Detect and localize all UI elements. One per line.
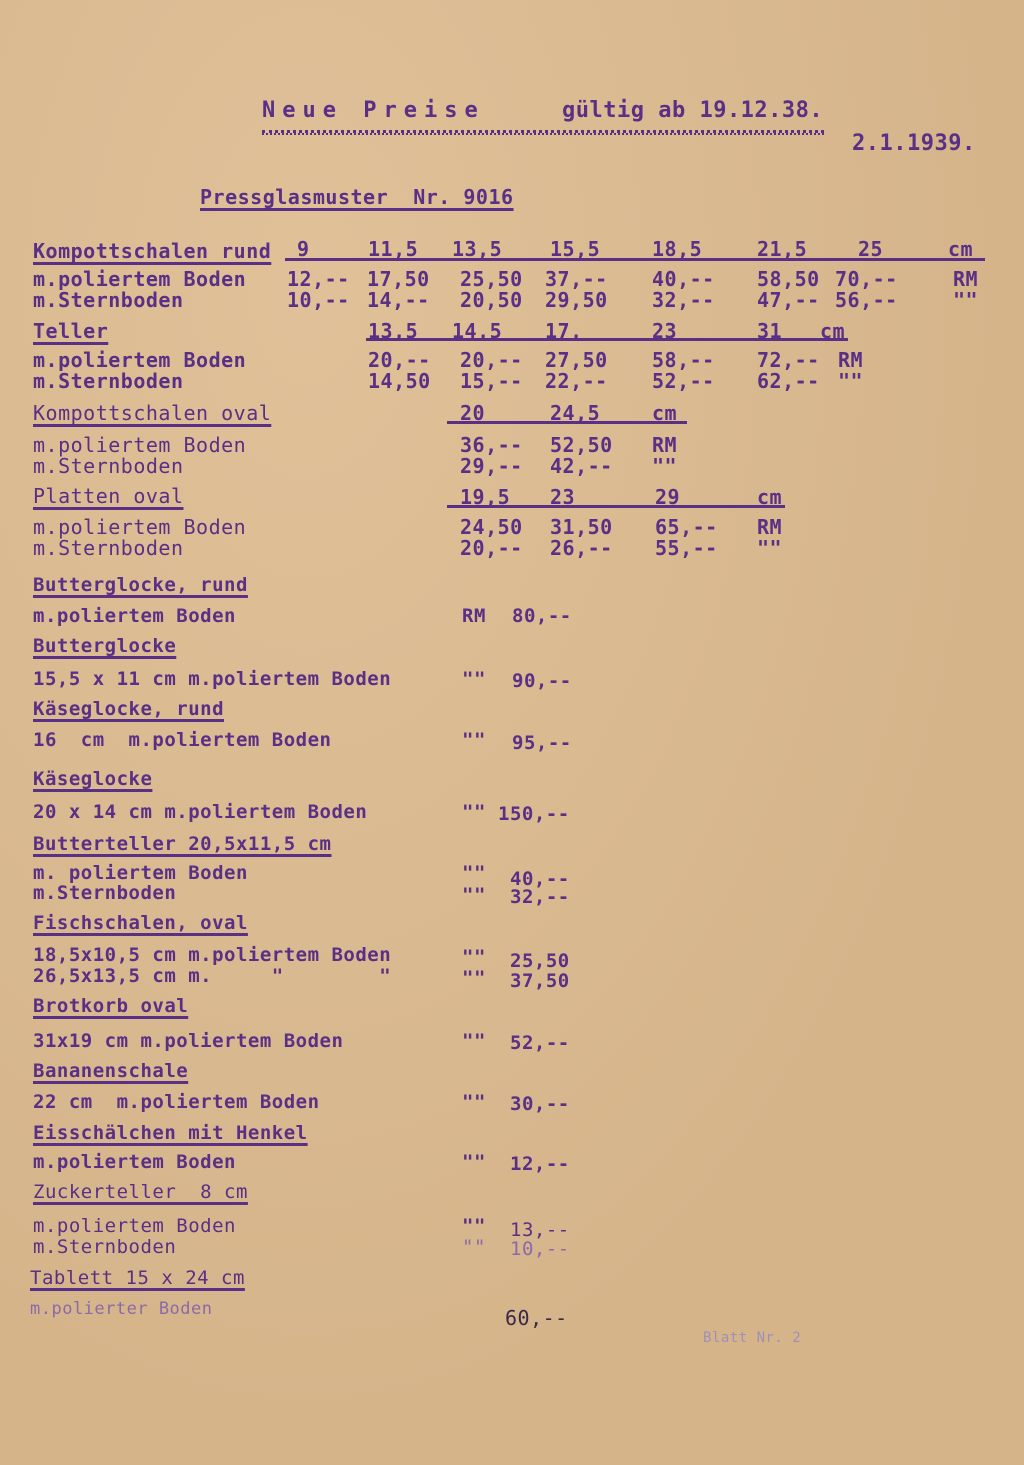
- document-title: Neue Preise: [262, 98, 485, 123]
- currency-label: "": [462, 1151, 486, 1173]
- size-cell: 19,5: [460, 485, 511, 509]
- price-cell: 31,50: [550, 515, 613, 539]
- price-cell: 15,--: [460, 369, 523, 393]
- size-cell: 25: [858, 237, 884, 261]
- price-cell: 95,--: [512, 732, 572, 754]
- price-cell: 37,50: [510, 970, 570, 992]
- item-title: Käseglocke: [33, 768, 153, 790]
- currency-label: "": [462, 801, 486, 823]
- item-label: m.poliertem Boden: [33, 1215, 236, 1237]
- currency-label: "": [462, 862, 486, 884]
- item-label: m.polierter Boden: [30, 1299, 213, 1319]
- item-label: 26,5x13,5 cm m. " ": [33, 965, 392, 987]
- unit-label: cm: [757, 485, 783, 509]
- row-label: m.Sternboden: [33, 454, 184, 478]
- price-cell: 60,--: [505, 1306, 568, 1330]
- size-cell: 23: [652, 319, 678, 343]
- row-label: m.poliertem Boden: [33, 515, 247, 539]
- item-label: m. poliertem Boden: [33, 862, 248, 884]
- item-label: 31x19 cm m.poliertem Boden: [33, 1030, 344, 1052]
- row-label: m.Sternboden: [33, 536, 184, 560]
- price-cell: 70,--: [835, 267, 898, 291]
- price-cell: 90,--: [512, 670, 572, 692]
- size-cell: 23: [550, 485, 576, 509]
- price-cell: 14,50: [368, 369, 431, 393]
- unit-label: cm: [820, 319, 846, 343]
- price-cell: 12,--: [287, 267, 350, 291]
- price-cell: 10,--: [510, 1238, 570, 1260]
- price-cell: 58,50: [757, 267, 820, 291]
- price-cell: 80,--: [512, 605, 572, 627]
- item-title: Brotkorb oval: [33, 995, 189, 1017]
- item-title: Käseglocke, rund: [33, 698, 225, 720]
- item-title: Tablett 15 x 24 cm: [30, 1267, 245, 1289]
- currency-label: "": [462, 884, 486, 906]
- price-cell: 65,--: [655, 515, 718, 539]
- size-cell: 20: [460, 401, 486, 425]
- item-title: Zuckerteller 8 cm: [33, 1181, 248, 1203]
- document-date: 2.1.1939.: [852, 131, 976, 156]
- section-title: Kompottschalen oval: [33, 401, 272, 425]
- price-cell: 40,--: [510, 868, 570, 890]
- currency-label: "": [462, 1030, 486, 1052]
- item-label: m.poliertem Boden: [33, 605, 236, 627]
- price-cell: 25,50: [460, 267, 523, 291]
- valid-from: gültig ab 19.12.38.: [562, 98, 824, 123]
- size-cell: 29: [655, 485, 681, 509]
- price-cell: 29,50: [545, 288, 608, 312]
- price-cell: 55,--: [655, 536, 718, 560]
- size-cell: 13,5: [368, 319, 419, 343]
- section-title: Platten oval: [33, 484, 184, 508]
- currency-label: "": [462, 967, 486, 989]
- price-cell: 29,--: [460, 454, 523, 478]
- price-cell: 150,--: [498, 803, 570, 825]
- size-cell: 13,5: [452, 237, 503, 261]
- price-cell: 32,--: [652, 288, 715, 312]
- price-cell: 24,50: [460, 515, 523, 539]
- price-cell: 56,--: [835, 288, 898, 312]
- item-title: Butterglocke: [33, 635, 177, 657]
- currency-label: "": [462, 1215, 486, 1237]
- item-title: Eisschälchen mit Henkel: [33, 1122, 308, 1144]
- size-cell: 31: [757, 319, 783, 343]
- unit-label: cm: [652, 401, 678, 425]
- section-title: Kompottschalen rund: [33, 239, 272, 263]
- price-cell: 22,--: [545, 369, 608, 393]
- currency-label: "": [953, 288, 979, 312]
- size-cell: 17,: [545, 319, 583, 343]
- subtitle: Pressglasmuster Nr. 9016: [200, 185, 514, 209]
- page-note: Blatt Nr. 2: [703, 1330, 802, 1346]
- row-label: m.poliertem Boden: [33, 433, 247, 457]
- price-cell: 36,--: [460, 433, 523, 457]
- item-label: 22 cm m.poliertem Boden: [33, 1091, 320, 1113]
- section-title: Teller: [33, 319, 109, 343]
- size-cell: 21,5: [757, 237, 808, 261]
- currency-label: RM: [652, 433, 678, 457]
- price-cell: 52,50: [550, 433, 613, 457]
- size-cell: 11,5: [368, 237, 419, 261]
- price-cell: 52,--: [652, 369, 715, 393]
- size-cell: 14,5: [452, 319, 503, 343]
- item-label: 16 cm m.poliertem Boden: [33, 729, 332, 751]
- item-title: Bananenschale: [33, 1060, 189, 1082]
- price-cell: 20,--: [460, 348, 523, 372]
- currency-label: RM: [953, 267, 979, 291]
- price-cell: 13,--: [510, 1219, 570, 1241]
- price-cell: 62,--: [757, 369, 820, 393]
- price-cell: 17,50: [367, 267, 430, 291]
- item-title: Butterglocke, rund: [33, 574, 248, 596]
- currency-label: "": [462, 1236, 486, 1258]
- size-cell: 15,5: [550, 237, 601, 261]
- row-label: m.poliertem Boden: [33, 348, 247, 372]
- price-cell: 10,--: [287, 288, 350, 312]
- price-cell: 58,--: [652, 348, 715, 372]
- price-cell: 52,--: [510, 1032, 570, 1054]
- price-cell: 32,--: [510, 886, 570, 908]
- row-label: m.Sternboden: [33, 288, 184, 312]
- currency-label: RM: [757, 515, 783, 539]
- price-cell: 30,--: [510, 1093, 570, 1115]
- price-cell: 72,--: [757, 348, 820, 372]
- price-cell: 42,--: [550, 454, 613, 478]
- currency-label: RM: [462, 605, 486, 627]
- title-underline: [262, 130, 824, 135]
- currency-label: "": [462, 668, 486, 690]
- price-cell: 37,--: [545, 267, 608, 291]
- item-label: 18,5x10,5 cm m.poliertem Boden: [33, 944, 392, 966]
- price-cell: 47,--: [757, 288, 820, 312]
- item-title: Fischschalen, oval: [33, 912, 248, 934]
- row-label: m.poliertem Boden: [33, 267, 247, 291]
- price-cell: 14,--: [367, 288, 430, 312]
- currency-label: "": [652, 454, 678, 478]
- unit-label: cm: [948, 237, 974, 261]
- price-cell: 25,50: [510, 950, 570, 972]
- item-label: 20 x 14 cm m.poliertem Boden: [33, 801, 368, 823]
- item-label: 15,5 x 11 cm m.poliertem Boden: [33, 668, 392, 690]
- currency-label: "": [757, 536, 783, 560]
- price-cell: 20,50: [460, 288, 523, 312]
- price-cell: 20,--: [368, 348, 431, 372]
- row-label: m.Sternboden: [33, 369, 184, 393]
- item-label: m.Sternboden: [33, 1236, 177, 1258]
- item-label: m.Sternboden: [33, 882, 177, 904]
- price-cell: 20,--: [460, 536, 523, 560]
- size-cell: 18,5: [652, 237, 703, 261]
- price-cell: 12,--: [510, 1153, 570, 1175]
- price-cell: 26,--: [550, 536, 613, 560]
- currency-label: "": [462, 729, 486, 751]
- item-title: Butterteller 20,5x11,5 cm: [33, 833, 332, 855]
- currency-label: RM: [838, 348, 864, 372]
- currency-label: "": [462, 946, 486, 968]
- size-cell: 24,5: [550, 401, 601, 425]
- currency-label: "": [838, 369, 864, 393]
- size-cell: 9: [297, 237, 310, 261]
- price-cell: 40,--: [652, 267, 715, 291]
- currency-label: "": [462, 1091, 486, 1113]
- price-cell: 27,50: [545, 348, 608, 372]
- item-label: m.poliertem Boden: [33, 1151, 236, 1173]
